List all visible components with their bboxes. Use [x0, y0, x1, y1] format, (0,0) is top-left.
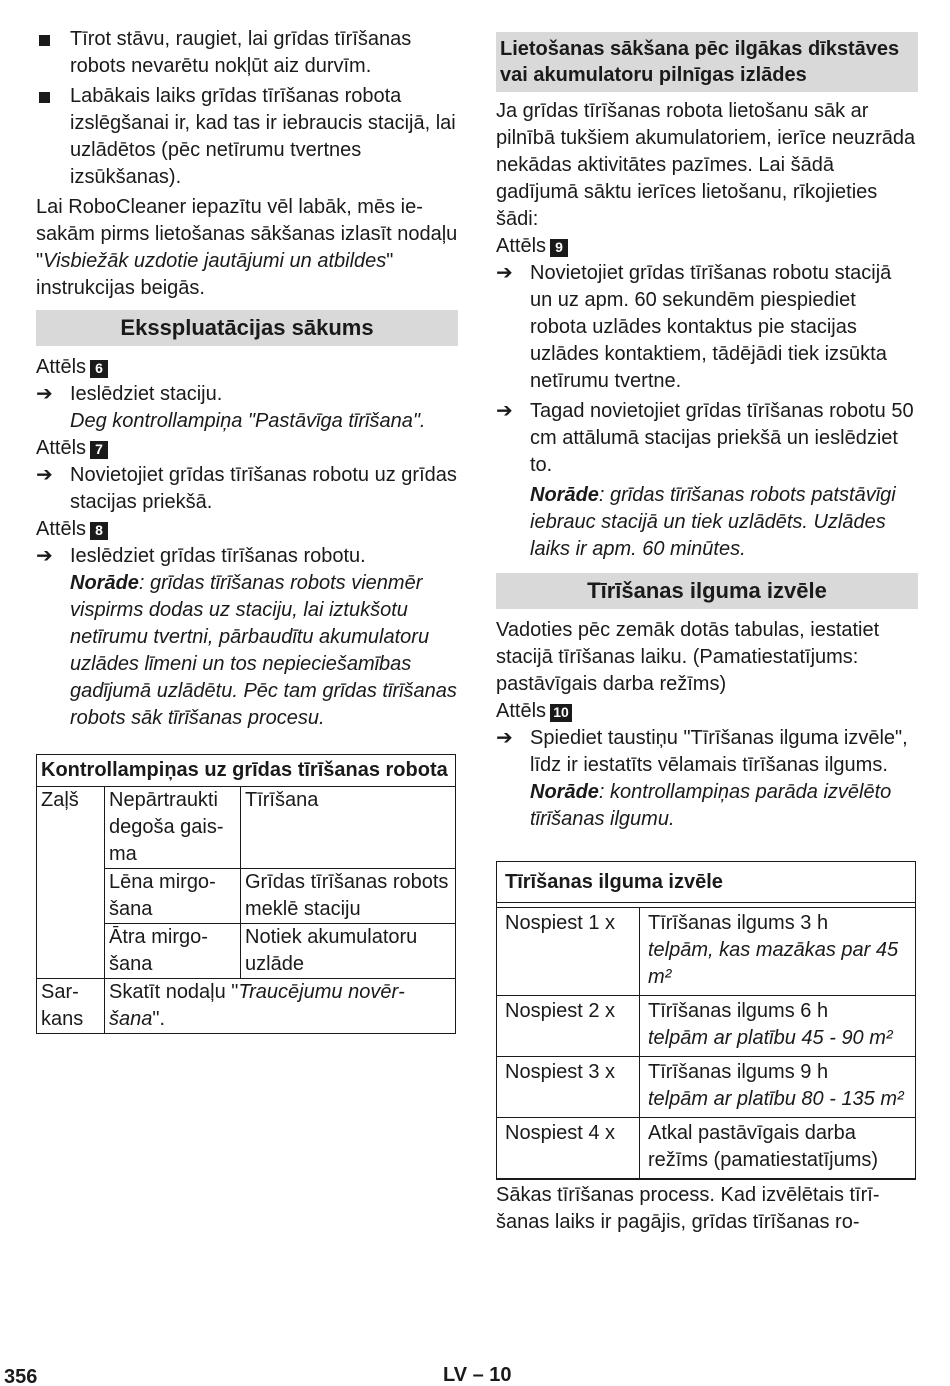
table-cell-color: Zaļš: [37, 787, 105, 979]
paragraph: Vadoties pēc zemāk dotās tabulas, iestatiet stacijā tīrīšanas laiku. (Pamatiestatījums: pastāvīgais darba režīms): [496, 619, 880, 695]
note-text: : grīdas tīrīšanas robots vienmēr vispirms dodas uz staciju, lai iztukšotu netīrumu tvertni, pārbaudītu akumulatoru uzlādes līmeni un tos nepieciešamības gadījumā uzlādētu. Pēc tam grīdas tīrīšanas robots sāk tīrīšanas procesu.: [70, 572, 457, 729]
step-item: [496, 398, 918, 479]
step-item: [36, 462, 458, 516]
figure-ref: [36, 354, 458, 381]
arrow-icon: ➔: [496, 400, 513, 422]
arrow-icon: ➔: [496, 727, 513, 749]
left-column: [36, 26, 458, 1034]
table-cell-color: Sarkans: [37, 979, 105, 1034]
note-text: : kontrollampiņas parāda izvēlēto tīrīšanas ilgumu.: [530, 781, 892, 830]
section-heading-restart: Lietošanas sākšana pēc ilgākas dīkstāves vai akumulatoru pilnīgas izlādes: [496, 32, 918, 92]
bullet-item: Labākais laiks grīdas tīrīšanas robota izslēgšanai ir, kad tas ir iebraucis stacijā, lai uzlādētos (pēc netīrumu tvertnes izsūkšanas).: [36, 83, 458, 191]
figure-label: Attēls: [36, 437, 87, 459]
closing-paragraph: Sākas tīrīšanas process. Kad izvēlētais tīrīšanas laiks ir pagājis, grīdas tīrīšanas ro-: [496, 1184, 880, 1233]
table-row: [497, 996, 916, 1057]
table-cell-press: Nospiest 2 x: [497, 996, 640, 1057]
note-label: Norāde: [70, 572, 139, 594]
intro-paragraph: [36, 194, 458, 302]
step-result: Deg kontrollampiņa "Pastāvīga tīrīšana".: [70, 410, 426, 432]
figure-ref: [496, 698, 918, 725]
figure-label: Attēls: [496, 700, 547, 722]
figure-number-10: 10: [550, 704, 572, 722]
table-cell-meaning: Grīdas tīrīšanas robots meklē staciju: [241, 869, 456, 924]
figure-ref: [36, 516, 458, 543]
red-text: Skatīt nodaļu ": [109, 981, 239, 1003]
figure-label: Attēls: [36, 518, 87, 540]
duration-detail: telpām ar platību 80 - 135 m²: [648, 1088, 904, 1110]
figure-number-6: 6: [90, 360, 108, 378]
duration-detail: telpām ar platību 45 - 90 m²: [648, 1027, 893, 1049]
indicator-table: [36, 754, 456, 1034]
note-label: Norāde: [530, 781, 599, 803]
figure-number-9: 9: [550, 239, 568, 257]
figure-ref: [496, 233, 918, 260]
duration-text: Atkal pastāvīgais darba režīms (pamatiestatījums): [648, 1122, 879, 1171]
table-cell-press: Nospiest 3 x: [497, 1057, 640, 1118]
note-paragraph: [36, 570, 458, 732]
section-heading-start: Eksspluatācijas sākums: [36, 310, 458, 346]
figure-number-7: 7: [90, 441, 108, 459]
arrow-icon: ➔: [36, 383, 53, 405]
table-cell-duration: [640, 908, 916, 996]
step-text: Tagad novietojiet grīdas tīrīšanas robotu 50 cm attālumā stacijas priekšā un ieslēdziet to.: [530, 400, 914, 476]
duration-table-body: [496, 907, 916, 1179]
table-cell-press: Nospiest 4 x: [497, 1118, 640, 1179]
table-cell-meaning: Notiek akumulatoru uzlāde: [241, 924, 456, 979]
step-text: Novietojiet grīdas tīrīšanas robotu uz grīdas stacijas priekšā.: [70, 464, 457, 513]
table-cell-duration: [640, 1057, 916, 1118]
paragraph: Ja grīdas tīrīšanas robota lietošanu sāk ar pilnībā tukšiem akumulatoriem, ierīce neuzrāda nekādas aktivitātes pazīmes. Lai šādā gadījumā sāktu ierīces lietošanu, rīkojieties šādi:: [496, 100, 916, 230]
table-cell-press: Nospiest 1 x: [497, 908, 640, 996]
page-number: 356: [4, 1366, 38, 1386]
note-text: : grīdas tīrīšanas robots patstāvīgi iebrauc stacijā un tiek uzlādēts. Uzlādes laiks ir apm. 60 minūtes.: [530, 484, 896, 560]
table-title: Tīrīšanas ilguma izvēle: [497, 862, 915, 903]
step-item: [496, 260, 918, 395]
duration-text: Tīrīšanas ilgums 6 h: [648, 1000, 829, 1022]
table-cell-state: Lēna mirgošana: [105, 869, 241, 924]
duration-text: Tīrīšanas ilgums 9 h: [648, 1061, 829, 1083]
arrow-icon: ➔: [36, 464, 53, 486]
table-cell-duration: [640, 996, 916, 1057]
note-paragraph: [496, 482, 918, 563]
table-row: [497, 1057, 916, 1118]
arrow-icon: ➔: [36, 545, 53, 567]
note-paragraph: [496, 779, 918, 833]
table-title: Kontrollampiņas uz grīdas tīrīšanas robota: [37, 755, 456, 787]
section-heading-duration: Tīrīšanas ilguma izvēle: [496, 573, 918, 609]
step-item: [36, 543, 458, 570]
figure-label: Attēls: [36, 356, 87, 378]
duration-table: [496, 861, 916, 1180]
step-text: Ieslēdziet staciju.: [70, 383, 223, 405]
table-cell-meaning: [105, 979, 456, 1034]
duration-text: Tīrīšanas ilgums 3 h: [648, 912, 829, 934]
step-item: [496, 725, 918, 779]
red-text-end: ".: [152, 1008, 166, 1030]
arrow-icon: ➔: [496, 262, 513, 284]
bullet-item: Tīrot stāvu, raugiet, lai grīdas tīrīšanas robots nevarētu nokļūt aiz durvīm.: [36, 26, 458, 80]
duration-detail: telpām, kas mazākas par 45 m²: [648, 939, 899, 988]
step-text: Ieslēdziet grīdas tīrīšanas robotu.: [70, 545, 366, 567]
language-page-label: LV – 10: [443, 1364, 512, 1386]
figure-ref: [36, 435, 458, 462]
table-row: [37, 979, 456, 1034]
intro-text-end: " instrukcijas beigās.: [36, 250, 394, 299]
table-cell-meaning: Tīrīšana: [241, 787, 456, 869]
table-row: [37, 787, 456, 869]
red-chapter: Traucējumu novēršana: [109, 981, 405, 1030]
table-row: [497, 1118, 916, 1179]
note-label: Norāde: [530, 484, 599, 506]
step-text: Spiediet taustiņu "Tīrīšanas ilguma izvēle", līdz ir iestatīts vēlamais tīrīšanas ilgums.: [530, 727, 908, 776]
table-row: [497, 908, 916, 996]
table-cell-state: Ātra mirgošana: [105, 924, 241, 979]
table-cell-state: Nepārtraukti degoša gaisma: [105, 787, 241, 869]
step-text: Novietojiet grīdas tīrīšanas robotu stacijā un uz apm. 60 sekundēm piespiediet robota uzlādes kontaktus pie stacijas uzlādes kontaktiem, tādējādi tiek izsūkta netīrumu tvertne.: [530, 262, 892, 392]
intro-text: Lai RoboCleaner iepazītu vēl labāk, mēs iesakām pirms lietošanas sākšanas izlasīt nodaļu ": [36, 196, 458, 272]
intro-chapter-link: Visbiežāk uzdotie jautājumi un atbildes: [43, 250, 387, 272]
right-column: [496, 32, 918, 1236]
table-cell-duration: [640, 1118, 916, 1179]
step-item: [36, 381, 458, 408]
figure-label: Attēls: [496, 235, 547, 257]
figure-number-8: 8: [90, 522, 108, 540]
